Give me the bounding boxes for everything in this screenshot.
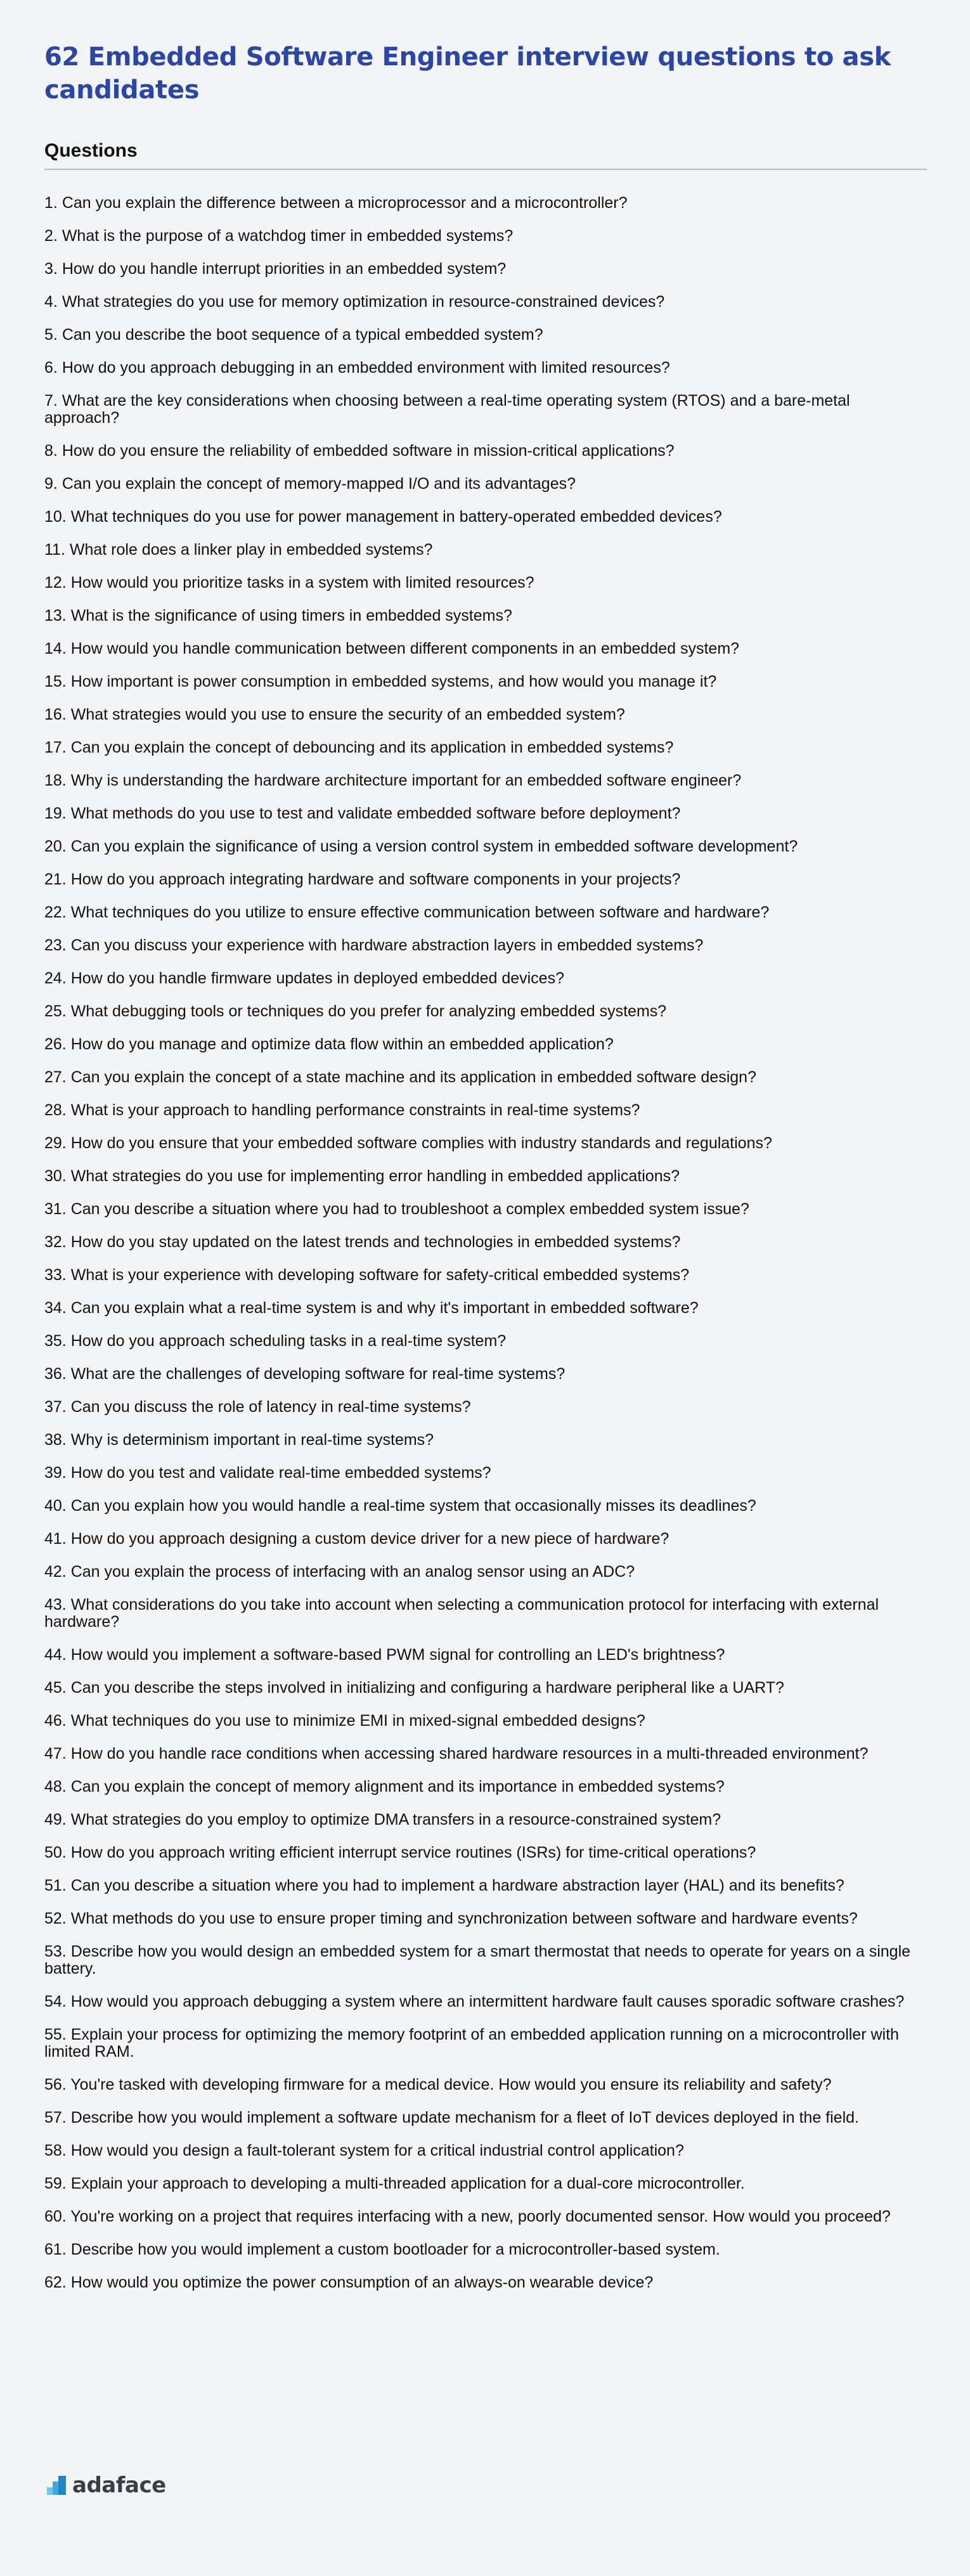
adaface-logo-icon: [47, 2476, 66, 2495]
question-text: What strategies do you employ to optimize DMA transfers in a resource-constrained system?: [70, 1811, 721, 1828]
question-text: Can you explain the concept of debouncing and its application in embedded systems?: [70, 739, 674, 756]
question-text: How do you approach integrating hardware and software components in your projects?: [70, 871, 681, 888]
question-item: [44, 2168, 927, 2201]
question-item: [44, 699, 927, 732]
question-item: [44, 254, 927, 287]
question-item: [44, 567, 927, 600]
question-number: 30.: [44, 1167, 67, 1185]
question-number: 10.: [44, 508, 67, 526]
question-text: Describe how you would implement a software update mechanism for a fleet of IoT devices deployed in the field.: [70, 2109, 859, 2126]
question-text: What techniques do you use for power management in battery-operated embedded devices?: [70, 508, 722, 526]
question-item: [44, 1804, 927, 1837]
question-number: 44.: [44, 1646, 67, 1664]
question-item: [44, 1161, 927, 1194]
question-text: What methods do you use to ensure proper timing and synchronization between software and hardware events?: [70, 1910, 858, 1927]
question-item: [44, 1227, 927, 1260]
question-number: 16.: [44, 706, 67, 723]
question-text: What methods do you use to test and validate embedded software before deployment?: [70, 805, 681, 822]
question-item: [44, 1986, 927, 2019]
footer: [47, 2471, 166, 2499]
question-number: 14.: [44, 640, 67, 657]
question-item: [44, 1062, 927, 1095]
question-number: 25.: [44, 1002, 67, 1020]
question-text: How do you handle firmware updates in deployed embedded devices?: [70, 969, 564, 987]
question-item: [44, 2267, 927, 2300]
question-text: How would you prioritize tasks in a system with limited resources?: [70, 574, 534, 592]
question-item: [44, 2135, 927, 2168]
question-text: Can you explain the significance of using a version control system in embedded software development?: [70, 838, 798, 855]
question-text: What techniques do you utilize to ensure effective communication between software and hardware?: [70, 903, 770, 921]
question-item: [44, 2102, 927, 2135]
question-number: 33.: [44, 1266, 67, 1284]
question-text: Can you discuss your experience with hardware abstraction layers in embedded systems?: [70, 936, 704, 954]
question-number: 5.: [44, 326, 58, 344]
question-number: 58.: [44, 2142, 67, 2159]
question-item: [44, 221, 927, 254]
question-item: [44, 2201, 927, 2234]
question-number: 45.: [44, 1679, 67, 1697]
question-text: How do you stay updated on the latest trends and technologies in embedded systems?: [70, 1233, 681, 1251]
question-number: 15.: [44, 673, 67, 690]
question-number: 36.: [44, 1365, 67, 1383]
question-item: [44, 1425, 927, 1458]
question-number: 17.: [44, 739, 67, 756]
question-text: How would you optimize the power consumption of an always-on wearable device?: [70, 2274, 654, 2291]
question-number: 57.: [44, 2109, 67, 2126]
question-number: 7.: [44, 392, 58, 410]
page: [44, 0, 927, 2300]
question-item: [44, 469, 927, 502]
question-item: [44, 1326, 927, 1359]
question-item: [44, 2234, 927, 2267]
question-item: [44, 1128, 927, 1161]
question-item: [44, 732, 927, 765]
question-text: What is your experience with developing software for safety-critical embedded systems?: [70, 1266, 690, 1284]
question-text: What debugging tools or techniques do you prefer for analyzing embedded systems?: [70, 1002, 667, 1020]
question-number: 28.: [44, 1101, 67, 1119]
question-text: What techniques do you use to minimize EMI in mixed-signal embedded designs?: [70, 1712, 645, 1730]
question-number: 51.: [44, 1877, 67, 1894]
question-item: [44, 996, 927, 1029]
question-number: 8.: [44, 442, 58, 460]
question-number: 6.: [44, 359, 58, 377]
question-text: What is the significance of using timers in embedded systems?: [70, 607, 512, 625]
question-number: 47.: [44, 1745, 67, 1763]
page-title: 62 Embedded Software Engineer interview questions to ask candidates: [44, 42, 891, 105]
question-text: How would you implement a software-based PWM signal for controlling an LED's brightness?: [70, 1646, 725, 1664]
question-text: How do you approach scheduling tasks in a real-time system?: [70, 1332, 507, 1350]
question-text: Explain your approach to developing a multi-threaded application for a dual-core microcontroller.: [70, 2175, 745, 2192]
question-item: [44, 1491, 927, 1524]
question-text: How do you manage and optimize data flow within an embedded application?: [70, 1035, 614, 1053]
question-item: [44, 930, 927, 963]
question-item: [44, 1359, 927, 1392]
question-number: 62.: [44, 2274, 67, 2291]
logo-text: adaface: [72, 2473, 166, 2498]
question-number: 12.: [44, 574, 67, 592]
question-list: [44, 188, 927, 2300]
question-item: [44, 1936, 927, 1986]
question-item: [44, 1738, 927, 1771]
question-item: [44, 1194, 927, 1227]
question-text: How important is power consumption in embedded systems, and how would you manage it?: [70, 673, 717, 690]
question-text: How do you approach debugging in an embedded environment with limited resources?: [61, 359, 670, 377]
question-number: 9.: [44, 475, 58, 493]
question-text: Why is determinism important in real-time systems?: [70, 1431, 434, 1449]
question-item: [44, 1557, 927, 1589]
question-number: 26.: [44, 1035, 67, 1053]
question-text: Can you explain the difference between a microprocessor and a microcontroller?: [61, 194, 628, 212]
question-text: What role does a linker play in embedded systems?: [69, 541, 433, 559]
question-text: Can you describe a situation where you had to troubleshoot a complex embedded system issue?: [70, 1200, 749, 1218]
question-text: What is your approach to handling performance constraints in real-time systems?: [70, 1101, 640, 1119]
question-number: 29.: [44, 1134, 67, 1152]
question-text: What strategies do you use for implementing error handling in embedded applications?: [70, 1167, 680, 1185]
question-number: 35.: [44, 1332, 67, 1350]
question-text: How would you approach debugging a system where an intermittent hardware fault causes sporadic software crashes?: [70, 1993, 905, 2010]
question-number: 41.: [44, 1530, 67, 1548]
question-item: [44, 534, 927, 567]
question-text: Can you describe a situation where you had to implement a hardware abstraction layer (HAL) and its benefits?: [70, 1877, 844, 1894]
question-item: [44, 1095, 927, 1128]
question-number: 3.: [44, 260, 58, 278]
question-item: [44, 385, 927, 436]
question-text: How do you handle interrupt priorities in an embedded system?: [61, 260, 507, 278]
question-number: 20.: [44, 838, 67, 855]
question-item: [44, 1903, 927, 1936]
question-text: Can you explain the concept of a state machine and its application in embedded software design?: [70, 1068, 756, 1086]
question-text: Explain your process for optimizing the memory footprint of an embedded application running on a microcontroller with limited RAM.: [44, 2026, 899, 2061]
question-number: 31.: [44, 1200, 67, 1218]
question-item: [44, 765, 927, 798]
question-item: [44, 1260, 927, 1293]
question-number: 53.: [44, 1943, 67, 1960]
question-number: 46.: [44, 1712, 67, 1730]
question-item: [44, 600, 927, 633]
question-item: [44, 831, 927, 864]
question-number: 1.: [44, 194, 58, 212]
question-item: [44, 1293, 927, 1326]
question-item: [44, 188, 927, 221]
question-item: [44, 436, 927, 469]
question-item: [44, 502, 927, 534]
question-item: [44, 897, 927, 930]
question-number: 4.: [44, 293, 58, 311]
question-item: [44, 1870, 927, 1903]
question-item: [44, 1458, 927, 1491]
question-text: How would you design a fault-tolerant system for a critical industrial control application?: [70, 2142, 684, 2159]
question-number: 38.: [44, 1431, 67, 1449]
question-item: [44, 1640, 927, 1673]
question-number: 32.: [44, 1233, 67, 1251]
question-text: Describe how you would implement a custom bootloader for a microcontroller-based system.: [70, 2241, 720, 2258]
question-number: 43.: [44, 1596, 67, 1614]
question-text: Describe how you would design an embedded system for a smart thermostat that needs to operate for years on a single battery.: [44, 1943, 911, 1977]
question-number: 60.: [44, 2208, 67, 2225]
question-number: 11.: [44, 541, 65, 559]
question-text: Can you explain the concept of memory alignment and its importance in embedded systems?: [70, 1778, 725, 1796]
question-number: 21.: [44, 871, 67, 888]
question-item: [44, 287, 927, 320]
question-text: What strategies would you use to ensure the security of an embedded system?: [70, 706, 625, 723]
question-text: How do you approach designing a custom device driver for a new piece of hardware?: [70, 1530, 669, 1548]
question-text: What considerations do you take into account when selecting a communication protocol for interfacing with external hardware?: [44, 1596, 879, 1631]
question-number: 52.: [44, 1910, 67, 1927]
question-text: You're tasked with developing firmware for a medical device. How would you ensure its reliability and safety?: [70, 2076, 832, 2094]
question-number: 13.: [44, 607, 67, 625]
question-text: What are the challenges of developing software for real-time systems?: [70, 1365, 566, 1383]
question-item: [44, 1771, 927, 1804]
question-item: [44, 1029, 927, 1062]
question-item: [44, 353, 927, 385]
question-text: How do you test and validate real-time embedded systems?: [70, 1464, 491, 1482]
question-text: How do you ensure the reliability of embedded software in mission-critical applications?: [61, 442, 675, 460]
question-item: [44, 666, 927, 699]
question-number: 50.: [44, 1844, 67, 1861]
question-item: [44, 2019, 927, 2069]
question-item: [44, 320, 927, 353]
question-item: [44, 1524, 927, 1557]
question-text: How do you ensure that your embedded software complies with industry standards and regulations?: [70, 1134, 772, 1152]
question-text: Can you discuss the role of latency in real-time systems?: [70, 1398, 471, 1416]
question-item: [44, 1705, 927, 1738]
question-number: 61.: [44, 2241, 67, 2258]
question-text: Can you explain the concept of memory-mapped I/O and its advantages?: [61, 475, 576, 493]
question-number: 27.: [44, 1068, 67, 1086]
question-number: 54.: [44, 1993, 67, 2010]
question-number: 40.: [44, 1497, 67, 1515]
question-text: Why is understanding the hardware architecture important for an embedded software engineer?: [70, 772, 742, 789]
question-item: [44, 1673, 927, 1705]
question-number: 34.: [44, 1299, 67, 1317]
question-item: [44, 2069, 927, 2102]
question-number: 24.: [44, 969, 67, 987]
question-number: 23.: [44, 936, 67, 954]
question-text: Can you describe the steps involved in initializing and configuring a hardware peripheral like a UART?: [70, 1679, 784, 1697]
question-item: [44, 1392, 927, 1425]
question-item: [44, 798, 927, 831]
question-item: [44, 1589, 927, 1640]
question-number: 48.: [44, 1778, 67, 1796]
question-text: Can you explain how you would handle a real-time system that occasionally misses its deadlines?: [70, 1497, 756, 1515]
question-number: 49.: [44, 1811, 67, 1828]
question-item: [44, 963, 927, 996]
question-text: What is the purpose of a watchdog timer in embedded systems?: [61, 227, 514, 245]
question-text: Can you explain what a real-time system is and why it's important in embedded software?: [70, 1299, 699, 1317]
question-text: Can you explain the process of interfacing with an analog sensor using an ADC?: [70, 1563, 635, 1581]
question-number: 56.: [44, 2076, 67, 2094]
section-heading: Questions: [44, 140, 138, 161]
question-item: [44, 633, 927, 666]
question-number: 55.: [44, 2026, 67, 2043]
question-number: 39.: [44, 1464, 67, 1482]
question-number: 37.: [44, 1398, 67, 1416]
question-text: How would you handle communication between different components in an embedded system?: [70, 640, 740, 657]
section-divider: [44, 169, 927, 170]
question-number: 59.: [44, 2175, 67, 2192]
question-number: 2.: [44, 227, 58, 245]
question-number: 19.: [44, 805, 67, 822]
question-number: 42.: [44, 1563, 67, 1581]
question-number: 18.: [44, 772, 67, 789]
question-item: [44, 864, 927, 897]
question-text: How do you handle race conditions when accessing shared hardware resources in a multi-threaded environment?: [70, 1745, 869, 1763]
question-text: Can you describe the boot sequence of a typical embedded system?: [61, 326, 543, 344]
question-text: What are the key considerations when choosing between a real-time operating system (RTOS) and a bare-metal approach?: [44, 392, 850, 427]
question-text: How do you approach writing efficient interrupt service routines (ISRs) for time-critical operations?: [70, 1844, 756, 1861]
question-text: You're working on a project that requires interfacing with a new, poorly documented sensor. How would you proceed?: [70, 2208, 891, 2225]
question-text: What strategies do you use for memory optimization in resource-constrained devices?: [61, 293, 665, 311]
question-item: [44, 1837, 927, 1870]
question-number: 22.: [44, 903, 67, 921]
